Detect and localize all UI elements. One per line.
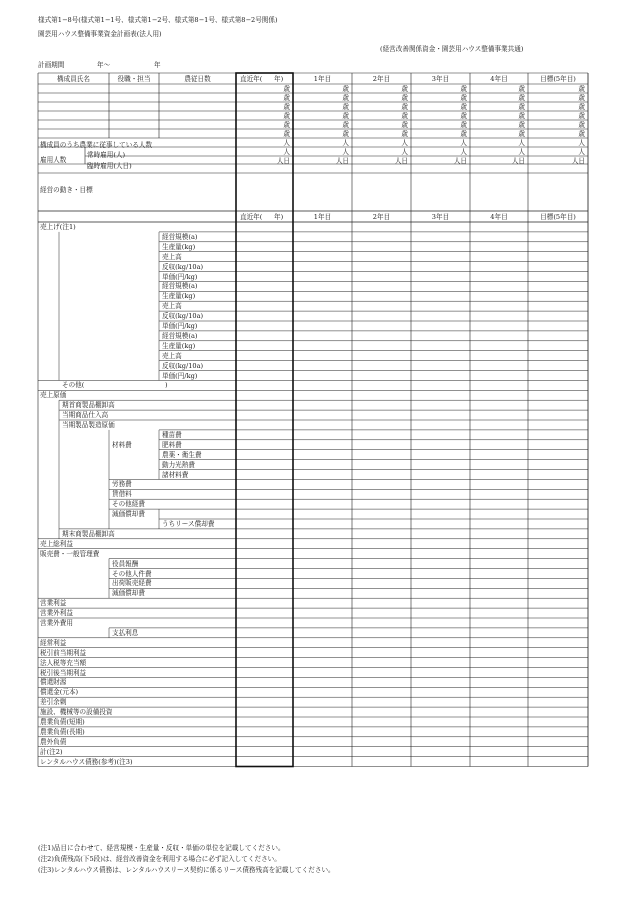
row-label: 営業外費用: [40, 619, 73, 627]
row-label: 当期製品製造原価: [62, 421, 115, 429]
unit-mark: 人: [518, 148, 525, 156]
row-label: 法人税等充当額: [40, 658, 87, 667]
unit-mark: 人日: [571, 157, 585, 165]
unit-mark: 歳: [401, 130, 408, 138]
row-label: 減価償却費: [112, 589, 145, 598]
unit-mark: 歳: [578, 112, 585, 120]
row-label: 労務費: [112, 480, 132, 489]
row-label: 農薬・衛生費: [162, 450, 202, 459]
year-header-3: 3年目: [431, 75, 450, 83]
unit-mark: 歳: [342, 121, 349, 129]
period-label: 計画期間: [38, 61, 65, 69]
row-label: 経営規模(a): [162, 282, 198, 291]
unit-mark: 人: [518, 139, 525, 147]
row-label: 農外負債: [40, 737, 67, 746]
unit-mark: 歳: [518, 94, 525, 102]
unit-mark: 人: [342, 148, 349, 156]
row-label: 経営規模(a): [162, 331, 198, 340]
unit-mark: 歳: [518, 85, 525, 93]
unit-mark: 歳: [401, 103, 408, 111]
col-work-days: 農従日数: [184, 75, 211, 83]
row-label: その他経費: [112, 500, 145, 509]
row-label: 反収(kg/10a): [162, 312, 204, 321]
unit-mark: 人日: [276, 157, 290, 165]
row-label: 施設、機械等の設備投資: [40, 708, 113, 717]
farm-members-label: 構成員のうち農業に従事している人数: [40, 141, 153, 149]
row-label: 差引余剰: [40, 698, 67, 707]
row-label: 税引前当期利益: [40, 648, 87, 657]
unit-mark: 歳: [401, 112, 408, 120]
row-label: 営業利益: [40, 599, 67, 608]
row-label: 種苗費: [162, 430, 182, 439]
row-label: 反収(kg/10a): [162, 262, 204, 271]
row-label: 経常利益: [40, 638, 67, 647]
unit-mark: 歳: [342, 94, 349, 102]
unit-mark: 歳: [460, 121, 467, 129]
unit-mark: 歳: [460, 130, 467, 138]
unit-mark: 歳: [342, 130, 349, 138]
note-3: (注3)レンタルハウス債務は、レンタルハウスリース契約に係るリース債務残高を記載してください。: [38, 866, 335, 874]
row-label: 売上総利益: [40, 539, 73, 548]
trend-label: 経営の動き・目標: [40, 186, 93, 194]
regular-hired-label: 常時雇用(人): [87, 151, 126, 159]
hired-label: 雇用人数: [40, 156, 67, 164]
unit-mark: 歳: [283, 94, 290, 102]
note-1: (注1)品目に合わせて、経営規模・生産量・反収・単価の単位を記載してください。: [38, 844, 285, 852]
unit-mark: 人: [578, 139, 585, 147]
unit-mark: 人日: [335, 157, 349, 165]
row-label: 反収(kg/10a): [162, 361, 204, 370]
page-title: 園芸用ハウス整備事業資金計画表(法人用): [38, 30, 162, 38]
row-label: その他人件費: [112, 569, 152, 578]
row-label: 売上高: [162, 351, 182, 360]
row-label: レンタルハウス債務(参考)(注3): [40, 757, 133, 766]
year-recent-close-2: 年): [274, 213, 284, 221]
unit-mark: 歳: [518, 130, 525, 138]
row-label: 税引後当期利益: [40, 668, 87, 677]
row-label: その他(: [62, 381, 85, 390]
unit-mark: 歳: [401, 85, 408, 93]
scope-note: (経営改善関係資金・園芸用ハウス整備事業共通): [380, 45, 524, 53]
unit-mark: 人: [460, 139, 467, 147]
unit-mark: 人: [401, 148, 408, 156]
row-label: 期首商製品棚卸高: [62, 401, 115, 410]
unit-mark: 歳: [578, 130, 585, 138]
unit-mark: 人: [283, 148, 290, 156]
year-header-2: 2年目: [372, 75, 391, 83]
row-label: 役員報酬: [112, 559, 139, 568]
row-label: 売上原価: [40, 391, 67, 400]
row-label: 生産量(kg): [162, 341, 196, 350]
year-header2-4: 4年目: [490, 213, 508, 221]
unit-mark: 歳: [283, 121, 290, 129]
row-label: 償還財源: [40, 678, 67, 687]
row-label: 動力光熱費: [162, 460, 195, 469]
unit-mark: 歳: [283, 112, 290, 120]
col-role: 役職・担当: [117, 75, 151, 83]
row-label: 生産量(kg): [162, 242, 196, 251]
unit-mark: 歳: [578, 85, 585, 93]
unit-mark: 人日: [511, 157, 525, 165]
row-label: 売上高: [162, 252, 182, 261]
row-label: 生産量(kg): [162, 292, 196, 301]
row-label: 出荷販売経費: [112, 579, 152, 588]
row-label: うちリース償却費: [162, 520, 215, 528]
row-label: 賃借料: [112, 490, 132, 499]
period-from: 年〜: [97, 61, 111, 69]
year-recent-label: 直近年(: [240, 75, 263, 83]
year-header2-5: 目標(5年目): [540, 213, 576, 221]
row-label: 支払利息: [112, 628, 139, 637]
row-label: 期末商製品棚卸高: [62, 529, 115, 538]
row-label: 販売費・一般管理費: [40, 549, 100, 558]
unit-mark: 歳: [283, 103, 290, 111]
row-label: ): [165, 381, 168, 390]
unit-mark: 歳: [342, 85, 349, 93]
row-label: 計(注2): [40, 747, 63, 756]
unit-mark: 人: [578, 148, 585, 156]
unit-mark: 人: [401, 139, 408, 147]
year-header-1: 1年目: [313, 75, 332, 83]
row-label: 単価(円/kg): [162, 371, 198, 380]
row-label: 当期商品仕入高: [62, 411, 109, 420]
unit-mark: 歳: [283, 85, 290, 93]
row-label: 諸材料費: [162, 470, 189, 479]
form-number: 様式第1−8号(様式第1−1号、様式第1−2号、様式第8−1号、様式第8−2号関係): [38, 16, 278, 24]
year-recent-label-2: 直近年(: [240, 213, 263, 221]
row-label: 農業負債(短期): [40, 718, 85, 726]
unit-mark: 歳: [518, 103, 525, 111]
row-label: 営業外利益: [40, 609, 73, 618]
unit-mark: 歳: [283, 130, 290, 138]
unit-mark: 歳: [401, 94, 408, 102]
unit-mark: 歳: [578, 103, 585, 111]
year-header2-1: 1年目: [313, 213, 332, 221]
unit-mark: 歳: [460, 94, 467, 102]
row-label: 経営規模(a): [162, 232, 198, 241]
row-label: 農業負債(長期): [40, 727, 85, 736]
unit-mark: 歳: [460, 85, 467, 93]
unit-mark: 人日: [394, 157, 408, 165]
row-label: 単価(円/kg): [162, 322, 198, 330]
col-member-name: 構成員氏名: [57, 75, 90, 83]
unit-mark: 人: [283, 139, 290, 147]
temp-hired-label: 臨時雇用(人日): [87, 162, 132, 170]
row-label: 減価償却費: [112, 510, 145, 519]
unit-mark: 歳: [518, 121, 525, 129]
year-header-4: 4年目: [490, 75, 508, 83]
year-header2-3: 3年目: [431, 213, 450, 221]
unit-mark: 人日: [453, 157, 467, 165]
period-to: 年: [154, 61, 161, 69]
row-label: 償還金(元本): [40, 688, 79, 697]
row-label: 売上高: [162, 302, 182, 311]
unit-mark: 歳: [342, 103, 349, 111]
row-label: 売上げ(注1): [40, 223, 76, 231]
unit-mark: 歳: [578, 121, 585, 129]
unit-mark: 歳: [460, 103, 467, 111]
unit-mark: 歳: [518, 112, 525, 120]
row-label: 肥料費: [162, 440, 182, 449]
note-2: (注2)負債残高(下5段)は、経営改善資金を利用する場合に必ず記入してください。: [38, 855, 281, 863]
unit-mark: 歳: [578, 94, 585, 102]
year-recent-close: 年): [274, 75, 284, 83]
year-header-5: 目標(5年目): [540, 75, 576, 83]
unit-mark: 歳: [401, 121, 408, 129]
unit-mark: 人: [460, 148, 467, 156]
year-header2-2: 2年目: [372, 213, 391, 221]
unit-mark: 歳: [342, 112, 349, 120]
row-label: 材料費: [112, 440, 132, 449]
unit-mark: 人: [342, 139, 349, 147]
row-label: 単価(円/kg): [162, 272, 198, 281]
unit-mark: 歳: [460, 112, 467, 120]
